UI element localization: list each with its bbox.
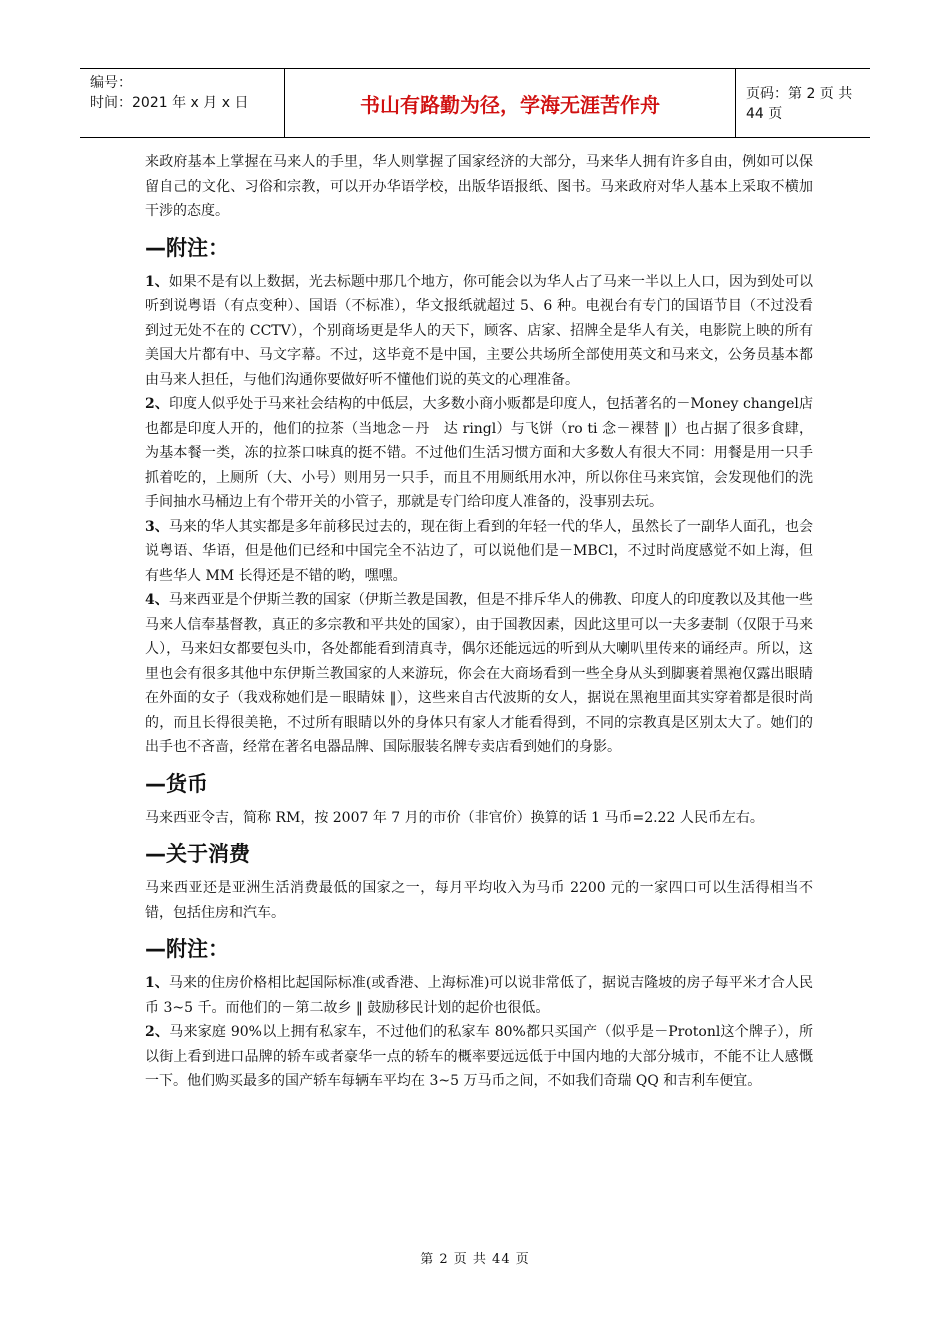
note-item (145, 515, 813, 589)
section-heading-currency: —货币 (145, 771, 208, 796)
note-item (145, 270, 813, 393)
page-footer: 第 2 页 共 44 页 (420, 1252, 530, 1267)
note-text: 印度人似乎处于马来社会结构的中低层，大多数小商小贩都是印度人，包括著名的－Money changel店也都是印度人开的，他们的拉茶（当地念－丹 达 ringl）与飞饼（ro ti 念－裸替 ‖）也占据了很多食肆，为基本餐一类，冻的拉茶口味真的挺不错。不过他们生活习惯方面和大多数人有很大不同：用餐是用一只手抓着吃的，上厕所（大、小号）则用另一只手，而且不用厕纸用水冲，所以你住马来宾馆，会发现他们的洗手间抽水马桶边上有个带开关的小管子，那就是专门给印度人准备的，没事别去玩。 (145, 396, 813, 510)
header-motto: 书山有路勤为径，学海无涯苦作舟 (284, 69, 736, 137)
note-item (145, 971, 813, 1020)
note-text: 马来的华人其实都是多年前移民过去的，现在街上看到的年轻一代的华人，虽然长了一副华人面孔，也会说粤语、华语，但是他们已经和中国完全不沾边了，可以说他们是－MBCl，不过时尚度感觉不如上海，但有些华人 MM 长得还是不错的哟，嘿嘿。 (145, 518, 814, 584)
page-header (80, 68, 870, 138)
section-heading-notes-2: —附注： (145, 937, 229, 961)
note-number: 1、 (145, 975, 169, 991)
consumption-paragraph: 马来西亚还是亚洲生活消费最低的国家之一，每月平均收入为马币 2200 元的一家四口可以生活得相当不错，包括住房和汽车。 (145, 880, 813, 921)
serial-label: 编号： (90, 75, 132, 91)
note-text: 马来的住房价格相比起国际标准(或香港、上海标准)可以说非常低了，据说吉隆坡的房子每平米才合人民币 3~5 千。而他们的－第二故乡 ‖ 鼓励移民计划的起价也很低。 (145, 975, 814, 1016)
section-heading-consumption: —关于消费 (145, 842, 250, 866)
note-number: 1、 (145, 273, 169, 290)
note-number: 2、 (145, 1024, 170, 1040)
note-number: 3、 (145, 518, 169, 535)
note-number: 2、 (145, 396, 169, 412)
note-item (145, 588, 813, 760)
header-meta-cell (80, 69, 284, 137)
note-item (145, 392, 813, 515)
note-text: 马来西亚是个伊斯兰教的国家（伊斯兰教是国教，但是不排斥华人的佛教、印度人的印度教以及其他一些马来人信奉基督教，真正的多宗教和平共处的国家），由于国教因素，因此这里可以一夫多妻制（仅限于马来人），马来妇女都要包头巾，各处都能看到清真寺，偶尔还能远远的听到从大喇叭里传来的诵经声。所以，这里也会有很多其他中东伊斯兰教国家的人来游玩，你会在大商场看到一些全身从头到脚裹着黑袍仅露出眼睛在外面的女子（我戏称她们是－眼睛妹 ‖），这些来自古代波斯的女人，据说在黑袍里面其实穿着都是很时尚的，而且长得很美艳，不过所有眼睛以外的身体只有家人才能看得到，不同的宗教真是区别太大了。她们的出手也不吝啬，经常在著名电器品牌、国际服装名牌专卖店看到她们的身影。 (145, 592, 814, 755)
note-text: 马来家庭 90%以上拥有私家车，不过他们的私家车 80%都只买国产（似乎是－Protonl这个牌子），所以街上看到进口品牌的轿车或者豪华一点的轿车的概率要远远低于中国内地的大部分城市，不能不让人感慨一下。他们购买最多的国产轿车每辆车平均在 3~5 万马币之间，不如我们奇瑞 QQ 和吉利车便宜。 (145, 1024, 813, 1089)
note-number: 4、 (145, 592, 169, 608)
section-heading-notes-1: —附注： (145, 235, 229, 260)
currency-paragraph: 马来西亚令吉，简称 RM，按 2007 年 7 月的市价（非官价）换算的话 1 马币=2.22 人民币左右。 (145, 809, 764, 826)
document-body (145, 150, 813, 1094)
intro-paragraph: 来政府基本上掌握在马来人的手里，华人则掌握了国家经济的大部分，马来华人拥有许多自由，例如可以保留自己的文化、习俗和宗教，可以开办华语学校，出版华语报纸、图书。马来政府对华人基本上采取不横加干涉的态度。 (145, 154, 813, 219)
date-label: 时间：2021 年 x 月 x 日 (90, 95, 249, 111)
note-item (145, 1020, 813, 1094)
note-text: 如果不是有以上数据，光去标题中那几个地方，你可能会以为华人占了马来一半以上人口，因为到处可以听到说粤语（有点变种）、国语（不标准），华文报纸就超过 5、6 种。电视台有专门的国语节目（不过没看到过无处不在的 CCTV），个别商场更是华人的天下，顾客、店家、招牌全是华人有关，电影院上映的所有美国大片都有中、马文字幕。不过，这毕竟不是中国，主要公共场所全部使用英文和马来文，公务员基本都由马来人担任，与他们沟通你要做好听不懂他们说的英文的心理准备。 (145, 273, 814, 388)
header-page-label: 页码：第 2 页 共 44 页 (746, 86, 853, 122)
